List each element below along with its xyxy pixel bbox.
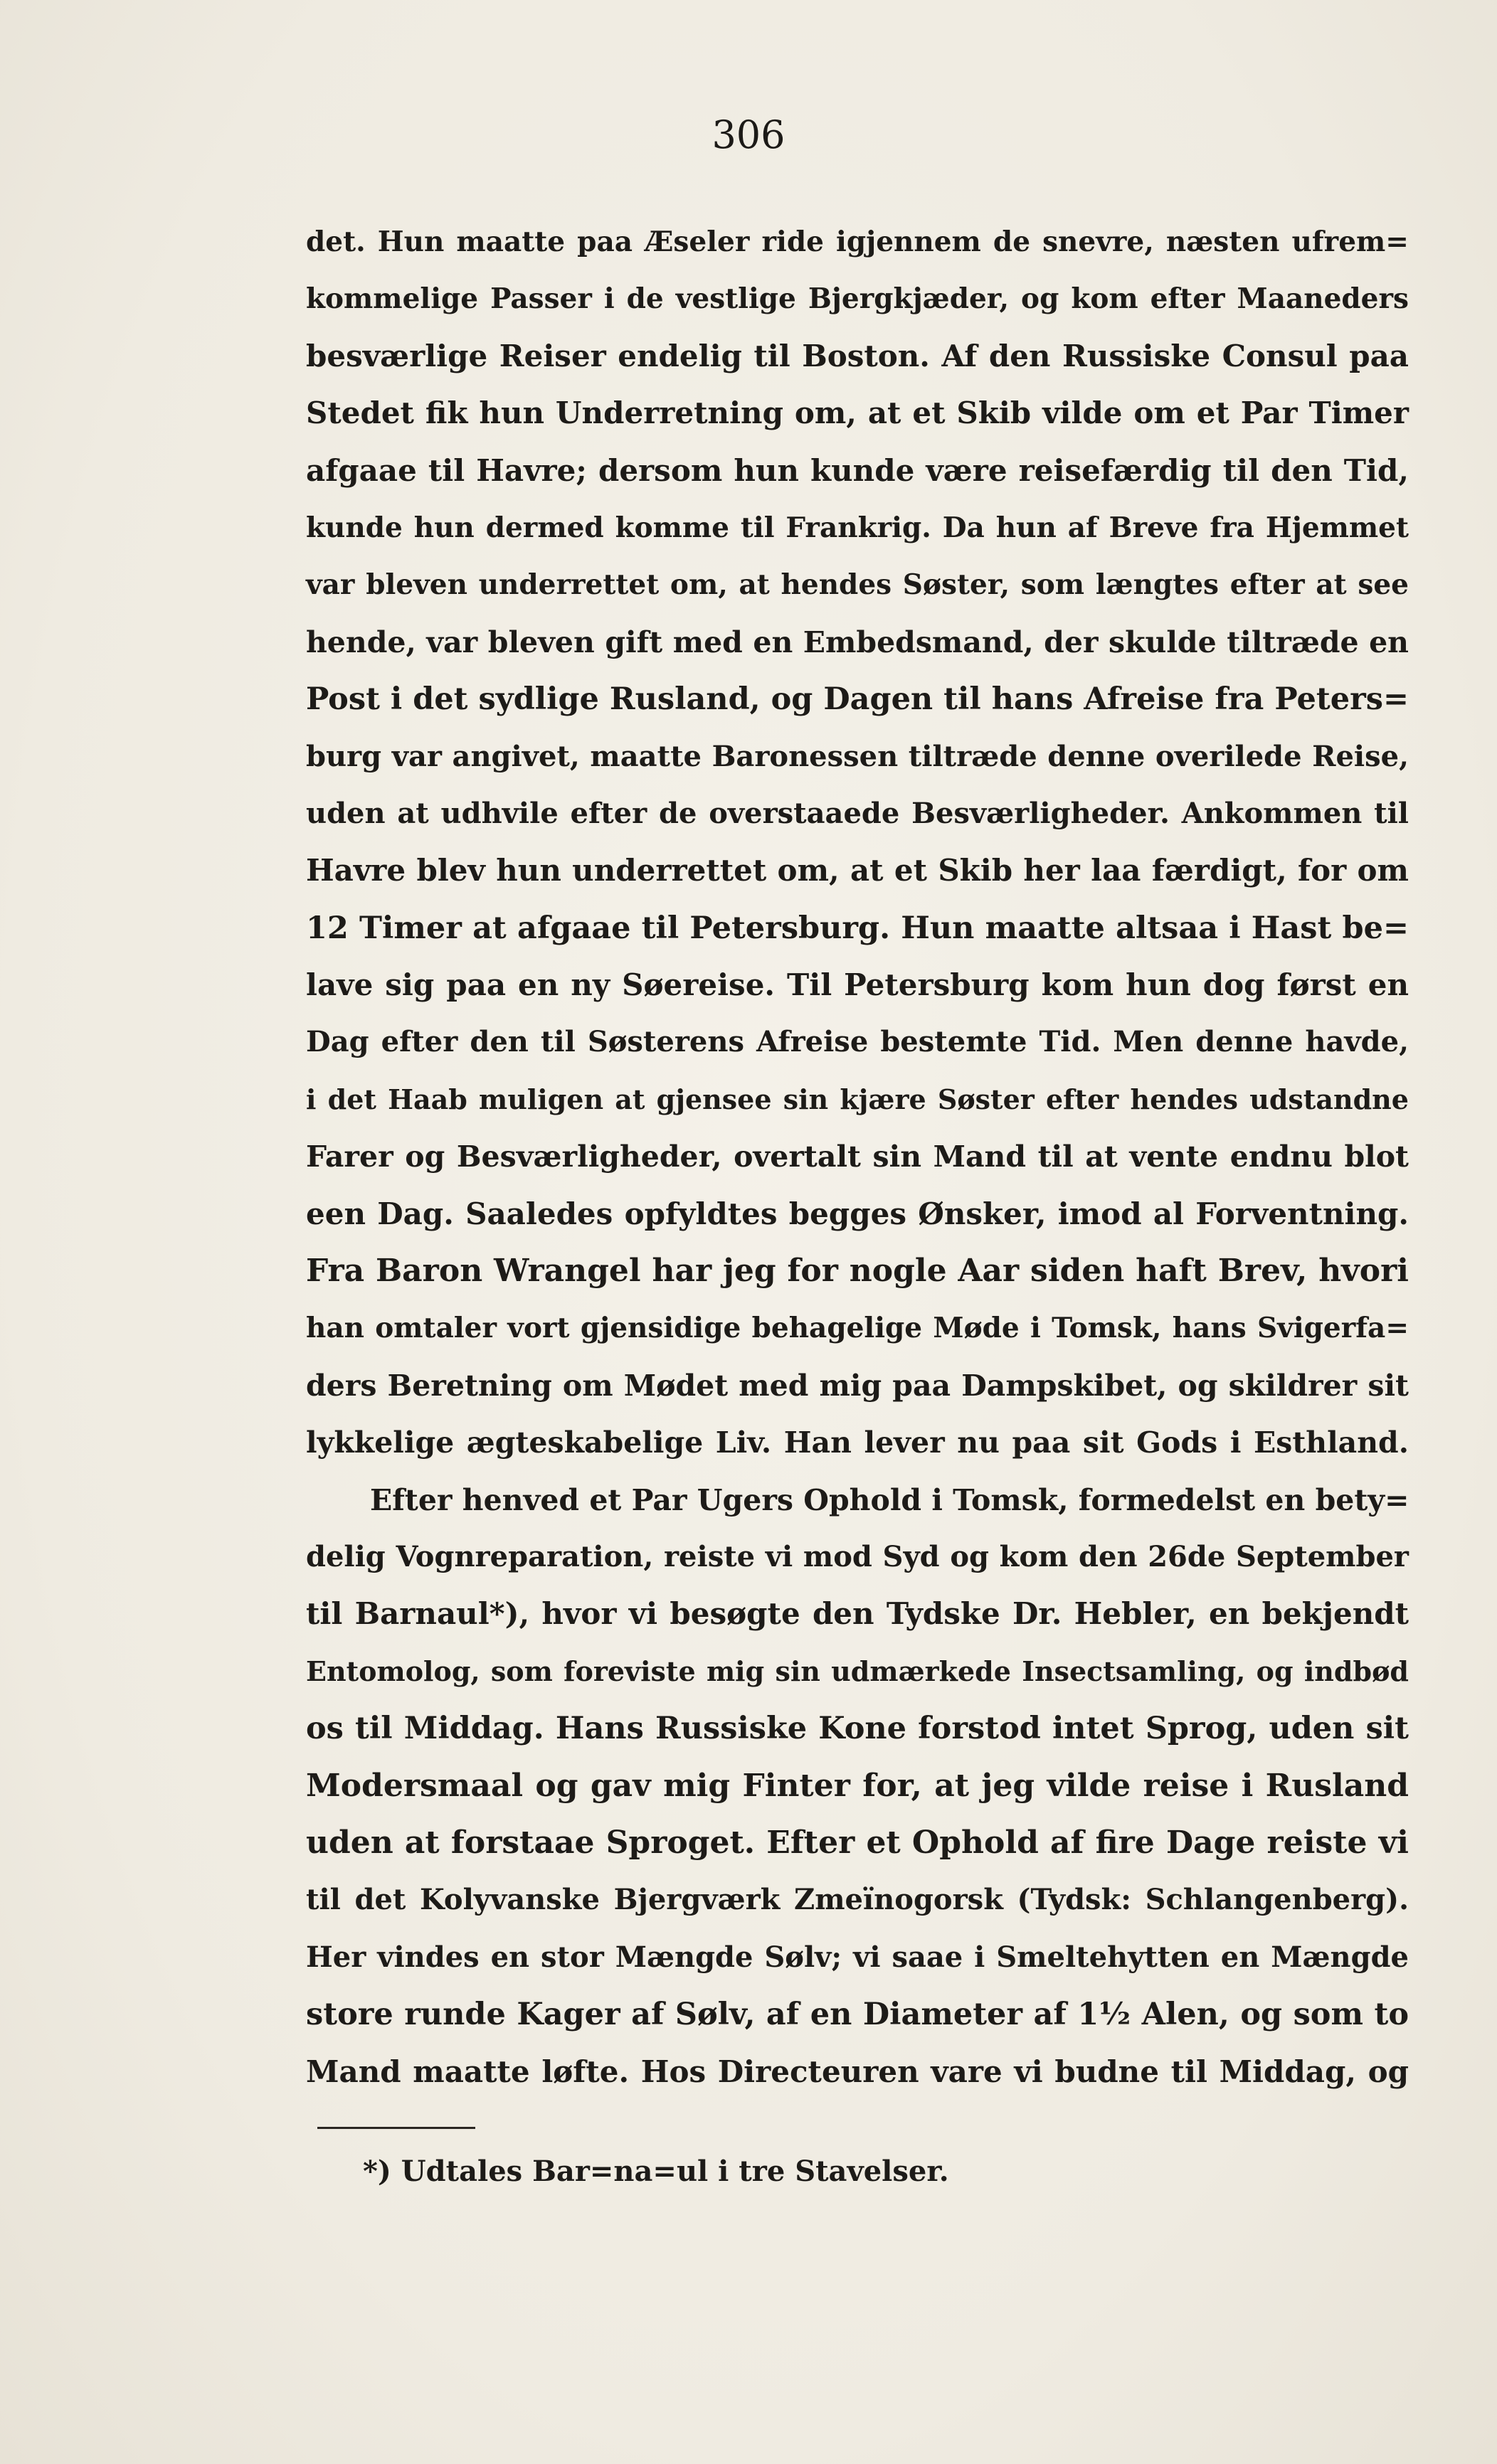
text-line: Fra Baron Wrangel har jeg for nogle Aar siden haft Brev, hvori (306, 1253, 1409, 1290)
text-line: Farer og Besværligheder, overtalt sin Mand til at vente endnu blot (306, 1140, 1409, 1174)
text-line: uden at udhvile efter de overstaaede Besværligheder. Ankommen til (306, 796, 1409, 830)
text-line: han omtaler vort gjensidige behagelige Møde i Tomsk, hans Svigerfa= (306, 1312, 1409, 1345)
text-line: besværlige Reiser endelig til Boston. Af den Russiske Consul paa (306, 338, 1409, 373)
text-line: Havre blev hun underrettet om, at et Skib her laa færdigt, for om (306, 853, 1409, 888)
text-line: 12 Timer at afgaae til Petersburg. Hun maatte altsaa i Hast be= (306, 910, 1409, 946)
text-line: hende, var bleven gift med en Embedsmand, der skulde tiltræde en (306, 625, 1409, 659)
text-line: store runde Kager af Sølv, af en Diameter af 1½ Alen, og som to (306, 1997, 1409, 2033)
text-line: os til Middag. Hans Russiske Kone forstod intet Sprog, uden sit (306, 1711, 1409, 1747)
text-line: afgaae til Havre; dersom hun kunde være reisefærdig til den Tid, (306, 452, 1409, 488)
text-line: uden at forstaae Sproget. Efter et Ophold af fire Dage reiste vi (306, 1824, 1409, 1861)
text-line: lave sig paa en ny Søereise. Til Petersburg kom hun dog først en (306, 967, 1409, 1003)
text-line: Mand maatte løfte. Hos Directeuren vare vi budne til Middag, og (306, 2054, 1409, 2089)
text-line: Modersmaal og gav mig Finter for, at jeg vilde reise i Rusland (306, 1767, 1409, 1804)
text-line: burg var angivet, maatte Baronessen tiltræde denne overilede Reise, (306, 739, 1409, 773)
text-line: til det Kolyvanske Bjergværk Zmeïnogorsk (Tydsk: Schlangenberg). (306, 1883, 1409, 1917)
text-line: een Dag. Saaledes opfyldtes begges Ønsker, imod al Forventning. (306, 1196, 1409, 1231)
text-line: kunde hun dermed komme til Frankrig. Da hun af Breve fra Hjemmet (306, 511, 1409, 544)
text-line: ders Beretning om Mødet med mig paa Dampskibet, og skildrer sit (306, 1368, 1409, 1403)
text-line: Entomolog, som foreviste mig sin udmærkede Insectsamling, og indbød (306, 1655, 1409, 1687)
text-line: Her vindes en stor Mængde Sølv; vi saae i Smeltehytten en Mængde (306, 1940, 1409, 1974)
text-line: i det Haab muligen at gjensee sin kjære Søster efter hendes udstandne (306, 1083, 1409, 1115)
footnote: *) Udtales Bar=na=ul i tre Stavelser. (363, 2155, 949, 2188)
text-line: lykkelige ægteskabelige Liv. Han lever nu paa sit Gods i Esthland. (306, 1425, 1409, 1460)
page-number: 306 (712, 112, 785, 157)
text-line: Stedet fik hun Underretning om, at et Skib vilde om et Par Timer (306, 395, 1409, 431)
text-line: kommelige Passer i de vestlige Bjergkjæder, og kom efter Maaneders (306, 282, 1409, 316)
text-line: det. Hun maatte paa Æseler ride igjennem de snevre, næsten ufrem= (306, 225, 1409, 258)
footnote-divider (317, 2127, 475, 2129)
body-text (306, 213, 1409, 2101)
paragraph-start-line: Efter henved et Par Ugers Ophold i Tomsk, formedelst en bety= (370, 1482, 1409, 1517)
text-line: delig Vognreparation, reiste vi mod Syd og kom den 26de September (306, 1539, 1409, 1573)
text-line: Dag efter den til Søsterens Afreise bestemte Tid. Men denne havde, (306, 1025, 1409, 1059)
text-line: Post i det sydlige Rusland, og Dagen til hans Afreise fra Peters= (306, 681, 1409, 718)
text-line: var bleven underrettet om, at hendes Søster, som længtes efter at see (306, 568, 1409, 602)
text-line: til Barnaul*), hvor vi besøgte den Tydske Dr. Hebler, en bekjendt (306, 1596, 1409, 1632)
